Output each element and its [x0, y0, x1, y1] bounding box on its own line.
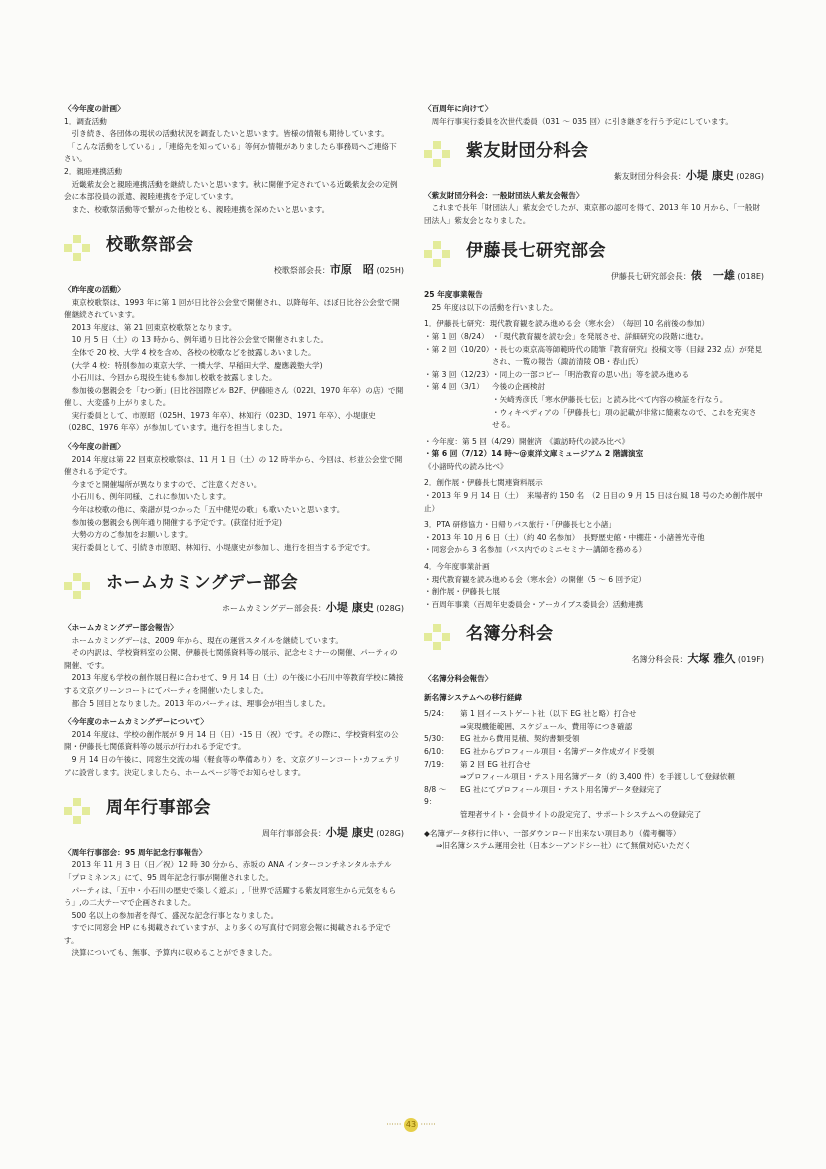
roster-header — [424, 619, 764, 653]
paragraph: 小石川は、今回から現役生徒も参加し校歌を披露しました。 — [64, 373, 277, 383]
plan-line: 近畿紫友会と親睦連携活動を継続したいと思います。秋に開催予定されている近畿紫友会の定例会に本部役員の派遣、親睦連携を予定しています。 — [64, 179, 398, 202]
section-chair: 校歌祭部会長：市原 昭 (025H) — [273, 263, 404, 277]
sub-heading: 〈今年度の計画〉 — [64, 442, 125, 452]
schedule-row: 7/19： 第 2 回 EG 社打合せ — [424, 759, 531, 769]
paragraph: 《小諸時代の読み比べ》 — [424, 461, 508, 471]
session-row: ・第 2 回（10/20） ・長七の東京高等師範時代の随筆『教育研究』投稿文等（目録 232 点）が発見され、一覧の報告（諏訪清陵 OB・春山氏） — [424, 344, 762, 367]
paragraph: ◆名簿データ移行に伴い、一部ダウンロード出来ない項目あり（備考欄等） — [424, 828, 681, 838]
paragraph: ・2013 年 10 月 6 日（土）（約 40 名参加） 長野歴史館・中棚荘・小諸善光寺他 — [424, 532, 705, 542]
paragraph: 2013 年度は、第 21 回東京校歌祭となります。 — [64, 322, 237, 332]
plan-heading: 〈今年度の計画〉 — [64, 104, 125, 113]
section-title: ホームカミングデー部会 — [106, 573, 299, 594]
paragraph: ・今年度：第 5 回（4/29）開催済 《諏訪時代の読み比べ》 — [424, 436, 630, 446]
section-chair: 周年行事部会長：小堤 康史 (028G) — [261, 826, 404, 840]
paragraph: 参加後の懇親会を「むつ新」(日比谷国際ビル B2F、伊藤睦さん（022I、1970 年卒）の店）で開催し、大変盛り上がりました。 — [64, 385, 404, 408]
paragraph: 25 年度は以下の活動を行いました。 — [424, 302, 558, 312]
paragraph: 実行委員として、市原昭（025H、1973 年卒）、林知行（023D、1971 年卒）、小堤康史（028C、1976 年卒）が参加しています。進行を担当しました。 — [64, 410, 376, 433]
plan-line: 「こんな活動をしている」,「連絡先を知っている」等何か情報がありましたら事務局へご連絡下さい。 — [64, 141, 397, 164]
square-dots-icon — [424, 140, 458, 168]
paragraph: 10 月 5 日（土）の 13 時から、例年通り日比谷公会堂で開催されました。 — [64, 335, 329, 345]
paragraph: 4．今年度事業計画 — [424, 562, 490, 572]
sub-heading: 〈今年度のホームカミングデーについて〉 — [64, 717, 208, 727]
session-row: ・第 4 回（3/1） 今後の企画検討 ・矢崎秀彦氏「寒水伊藤長七伝」と読み比べて内容の検証を行なう。 ・ウィキペディアの「伊藤長七」項の記載が非常に簡素なので、これを充実させる。 — [424, 382, 757, 430]
schedule-row: 管理者サイト・会員サイトの設定完了、サポートシステムへの登録完了 — [460, 809, 702, 819]
paragraph: ⇒旧名簿システム運用会社（日本シーアンドシー社）にて無償対応いただく — [436, 841, 692, 851]
paragraph: ・現代教育観を読み進める会（寒水会）の開催（5 ～ 6 回予定） — [424, 574, 646, 584]
session-row: ・第 1 回（8/24） ・「現代教育観を読む会」を発展させ、詳細研究の段階に進む。 — [424, 331, 709, 341]
section-chair: ホームカミングデー部会長：小堤 康史 (028G) — [222, 601, 404, 615]
paragraph: ・第 6 回（7/12）14 時～@東洋文庫ミュージアム 2 階講演室 — [424, 449, 644, 459]
schedule-row: 5/30： EG 社から費用見積、契約書類受領 — [424, 734, 580, 744]
paragraph: 2013 年 11 月 3 日（日／祝）12 時 30 分から、赤坂の ANA インターコンチネンタルホテル「プロミネンス」にて、95 周年記念行事が開催されました。 — [64, 860, 392, 882]
itocho-header — [424, 236, 764, 270]
sub-heading: 〈百周年に向けて〉 — [424, 104, 493, 113]
sub-heading: 25 年度事業報告 — [424, 290, 483, 300]
paragraph: 実行委員として、引続き市原昭、林知行、小堤康史が参加し、進行を担当する予定です。 — [64, 542, 375, 552]
paragraph: 周年行事実行委員を次世代委員（031 ～ 035 回）に引き継ぎを行う予定にしています。 — [424, 116, 733, 126]
paragraph: 9 月 14 日の午後に、同窓生交流の場（軽食等の準備あり）を、文京グリーンコート･カフェテリアに設営します。決定しましたら、ホームページ等でお知らせします。 — [64, 754, 401, 777]
paragraph: 全体で 20 校、大学 4 校を含め、各校の校歌などを披露しあいました。 — [64, 347, 316, 357]
schedule-row: ⇒実現機能範囲、スケジュール、費用等につき確認 — [460, 721, 633, 731]
square-dots-icon — [424, 240, 458, 268]
plan-line: 2．親睦連携活動 — [64, 166, 122, 176]
paragraph: 2013 年度も学校の創作展日程に合わせて、9 月 14 日（土）の午後に小石川中等教育学校に隣接する文京グリーンコートにてパーティを開催いたしました。 — [64, 673, 404, 695]
paragraph: 小石川も、例年同様、これに参加いたします。 — [64, 492, 231, 502]
section-chair: 紫友財団分科会長：小堤 康史 (028G) — [613, 169, 764, 183]
paragraph: パーティは、「五中・小石川の歴史で楽しく遊ぶ」,「世界で活躍する紫友同窓生から元気をもらう」,の二大テーマで企画されました。 — [64, 885, 397, 908]
paragraph: 3．PTA 研修協力・日帰りバス旅行・「伊藤長七と小諸」 — [424, 520, 616, 530]
paragraph: (大学 4 校：特別参加の東京大学、一橋大学、早稲田大学、慶應義塾大学) — [64, 360, 323, 370]
schedule-row: 8/8 ～ 9： EG 社にてプロフィール項目・テスト用名簿データ登録完了 — [424, 784, 662, 807]
right-column — [424, 97, 764, 853]
paragraph: 2．創作展・伊藤長七関連資料展示 — [424, 478, 543, 488]
square-dots-icon — [64, 572, 98, 600]
sub-heading: 新名簿システムへの移行経緯 — [424, 692, 522, 702]
paragraph: 今までと開催場所が異なりますので、ご注意ください。 — [64, 479, 262, 489]
schedule-row: ⇒プロフィール項目・テスト用名簿データ（約 3,400 件）を手渡しして登録依頼 — [460, 772, 735, 782]
paragraph: ・百周年事業（百周年史委員会・アーカイブス委員会）活動連携 — [424, 599, 644, 609]
sub-heading: 〈紫友財団分科会：一般財団法人紫友会報告〉 — [424, 190, 584, 200]
section-title: 名簿分科会 — [466, 624, 554, 645]
paragraph: 2014 年度は、学校の創作展が 9 月 14 日（日）･15 日（祝）です。その際に、学校資料室の公開・伊藤長七関係資料等の展示が行われる予定です。 — [64, 729, 399, 752]
square-dots-icon — [64, 797, 98, 825]
section-title: 紫友財団分科会 — [466, 141, 589, 162]
plan-line: 1．調査活動 — [64, 116, 107, 126]
anniversary-header — [64, 793, 404, 827]
paragraph: ・創作展・伊藤長七展 — [424, 587, 500, 597]
paragraph: 2014 年度は第 22 回東京校歌祭は、11 月 1 日（土）の 12 時半から、今回は、杉並公会堂で開催される予定です。 — [64, 454, 403, 477]
paragraph: 1．伊藤長七研究：現代教育観を読み進める会（寒水会） （毎回 10 名前後の参加） — [424, 319, 710, 329]
paragraph: すでに同窓会 HP にも掲載されていますが、より多くの写真付で同窓会報に掲載される予定です。 — [64, 923, 391, 945]
sub-heading: 〈名簿分科会報告〉 — [424, 674, 493, 683]
paragraph: 決算についても、無事、予算内に収めることができました。 — [64, 948, 277, 958]
schedule-row: 5/24： 第 1 回イーストゲート社（以下 EG 社と略）打合せ — [424, 709, 637, 719]
paragraph: ・2013 年 9 月 14 日（土） 来場者約 150 名 （2 日目の 9 月 15 日は台風 18 号のため創作展中止） — [424, 491, 763, 513]
square-dots-icon — [424, 623, 458, 651]
homecoming-header — [64, 568, 404, 602]
plan-line: また、校歌祭活動等で繋がった他校とも、親睦連携を深めたいと思います。 — [64, 204, 330, 214]
paragraph: 今年は校歌の他に、楽譜が見つかった「五中健児の歌」も歌いたいと思います。 — [64, 505, 345, 515]
paragraph: 参加後の懇親会も例年通り開催する予定です。(荻窪付近予定) — [64, 517, 282, 527]
paragraph: 東京校歌祭は、1993 年に第 1 回が日比谷公会堂で開催され、以降毎年、ほぼ日比谷公会堂で開催継続されています。 — [64, 297, 400, 320]
left-column — [64, 97, 404, 960]
paragraph: 500 名以上の参加者を得て、盛況な記念行事となりました。 — [64, 910, 279, 920]
paragraph: 都合 5 回目となりました。2013 年のパーティは、理事会が担当しました。 — [64, 698, 331, 708]
paragraph: その内訳は、学校資料室の公開、伊藤長七関係資料等の展示、記念セミナーの開催、パーティの開催、です。 — [64, 648, 398, 670]
section-title: 校歌祭部会 — [106, 235, 194, 256]
section-title: 周年行事部会 — [106, 798, 211, 819]
paragraph: ホームカミングデーは、2009 年から、現在の運営スタイルを継続しています。 — [64, 635, 344, 645]
section-title: 伊藤長七研究部会 — [466, 240, 606, 261]
schedule-row: 6/10： EG 社からプロフィール項目・名簿データ作成ガイド受領 — [424, 746, 655, 756]
paragraph: 大勢の方のご参加をお願いします。 — [64, 530, 193, 540]
foundation-header — [424, 136, 764, 170]
kokasai-header — [64, 230, 404, 264]
paragraph: ・同窓会から 3 名参加（バス内でのミニセミナー講師を務める） — [424, 545, 647, 555]
session-row: ・第 3 回（12/23） ・同上の一部コピー「明治教育の思い出」等を読み進める — [424, 369, 690, 379]
sub-heading: 〈周年行事部会：95 周年記念行事報告〉 — [64, 847, 207, 857]
section-chair: 名簿分科会長：大塚 雅久 (019F) — [631, 652, 764, 666]
sub-heading: 〈昨年度の活動〉 — [64, 284, 125, 294]
square-dots-icon — [64, 234, 98, 262]
sub-heading: 〈ホームカミングデー部会報告〉 — [64, 623, 178, 632]
paragraph: これまで長年「財団法人」紫友会でしたが、東京都の認可を得て、2013 年 10 月から、「一般財団法人」紫友会となりました。 — [424, 203, 761, 225]
section-chair: 伊藤長七研究部会長：俵 一雄 (018E) — [610, 268, 764, 282]
page-number: ······ 43 ······ — [376, 1118, 446, 1134]
plan-line: 引き続き、各団体の現状の活動状況を調査したいと思います。皆様の情報も期待しています。 — [64, 129, 390, 139]
